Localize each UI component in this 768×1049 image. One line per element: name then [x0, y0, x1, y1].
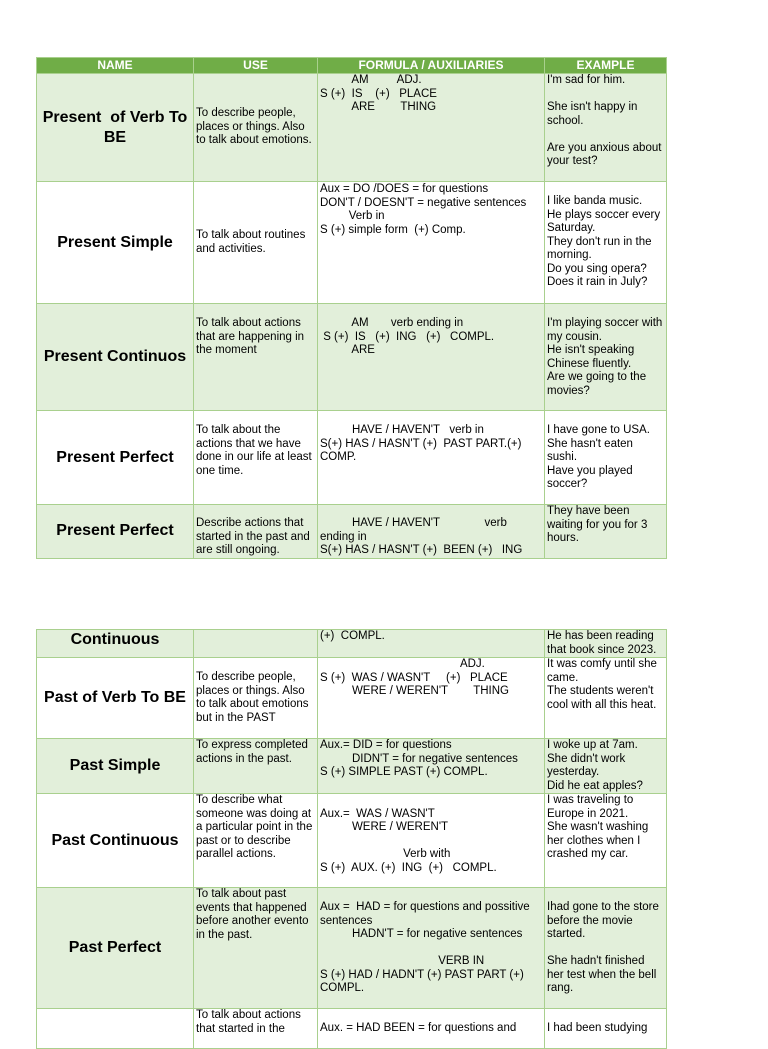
tenses-table-page-2: [36, 629, 667, 1049]
table-row: [37, 1009, 667, 1049]
tense-formula: HAVE / HAVEN'T verb ending in S(+) HAS / HASN'T (+) BEEN (+) ING: [318, 505, 545, 559]
tense-example: It was comfy until she came. The students weren't cool with all this heat.: [545, 658, 667, 739]
tense-use: To talk about the actions that we have done in our life at least one time.: [194, 411, 318, 505]
tense-formula: Aux. = HAD BEEN = for questions and: [318, 1009, 545, 1049]
header-example: EXAMPLE: [545, 58, 667, 74]
tense-example: I have gone to USA. She hasn't eaten sushi. Have you played soccer?: [545, 411, 667, 505]
tense-name: [37, 1009, 194, 1049]
tense-use: To talk about routines and activities.: [194, 182, 318, 304]
table-row: [37, 888, 667, 1009]
table-row: [37, 630, 667, 658]
tense-formula: Aux.= WAS / WASN'T WERE / WEREN'T Verb with S (+) AUX. (+) ING (+) COMPL.: [318, 794, 545, 888]
table-row: [37, 658, 667, 739]
tense-use: To describe what someone was doing at a particular point in the past or to describe parallel actions.: [194, 794, 318, 888]
tense-example: Ihad gone to the store before the movie started. She hadn't finished her test when the bell rang.: [545, 888, 667, 1009]
header-row: [37, 58, 667, 74]
tense-example: I'm playing soccer with my cousin. He isn't speaking Chinese fluently. Are we going to the movies?: [545, 304, 667, 411]
table-row: [37, 411, 667, 505]
tense-name: Past Simple: [37, 739, 194, 794]
tense-formula: Aux.= DID = for questions DIDN'T = for negative sentences S (+) SIMPLE PAST (+) COMPL.: [318, 739, 545, 794]
tense-name: Past Continuous: [37, 794, 194, 888]
tense-use: To talk about past events that happened before another evento in the past.: [194, 888, 318, 1009]
tense-formula: AM ADJ. S (+) IS (+) PLACE ARE THING: [318, 74, 545, 182]
header-name: NAME: [37, 58, 194, 74]
table-row: [37, 304, 667, 411]
table-row: [37, 794, 667, 888]
header-use: USE: [194, 58, 318, 74]
tense-formula: AM verb ending in S (+) IS (+) ING (+) COMPL. ARE: [318, 304, 545, 411]
tense-name: Present Continuos: [37, 304, 194, 411]
tense-name: Past of Verb To BE: [37, 658, 194, 739]
table-row: [37, 182, 667, 304]
tense-use: To describe people, places or things. Also to talk about emotions.: [194, 74, 318, 182]
table-row: [37, 505, 667, 559]
tense-name: Present of Verb To BE: [37, 74, 194, 182]
tense-use: To talk about actions that started in the: [194, 1009, 318, 1049]
tense-formula: ADJ. S (+) WAS / WASN'T (+) PLACE WERE / WEREN'T THING: [318, 658, 545, 739]
tense-name: Present Perfect: [37, 505, 194, 559]
tense-use: [194, 630, 318, 658]
tense-use: To describe people, places or things. Also to talk about emotions but in the PAST: [194, 658, 318, 739]
tense-use: To talk about actions that are happening in the moment: [194, 304, 318, 411]
tense-name: Present Perfect: [37, 411, 194, 505]
tenses-table-page-1: [36, 57, 667, 559]
header-formula: FORMULA / AUXILIARIES: [318, 58, 545, 74]
tense-example: I was traveling to Europe in 2021. She wasn't washing her clothes when I crashed my car.: [545, 794, 667, 888]
tense-example: I like banda music. He plays soccer every Saturday. They don't run in the morning. Do you sing opera? Does it rain in July?: [545, 182, 667, 304]
tense-example: I had been studying: [545, 1009, 667, 1049]
table-row: [37, 739, 667, 794]
tense-name: Present Simple: [37, 182, 194, 304]
tense-example: They have been waiting for you for 3 hours.: [545, 505, 667, 559]
tense-name: Past Perfect: [37, 888, 194, 1009]
tense-formula: Aux = HAD = for questions and possitive sentences HADN'T = for negative sentences VERB IN S (+) HAD / HADN'T (+) PAST PART (+) COMPL.: [318, 888, 545, 1009]
tense-example: I'm sad for him. She isn't happy in school. Are you anxious about your test?: [545, 74, 667, 182]
tense-formula: HAVE / HAVEN'T verb in S(+) HAS / HASN'T (+) PAST PART.(+) COMP.: [318, 411, 545, 505]
tense-formula: Aux = DO /DOES = for questions DON'T / DOESN'T = negative sentences Verb in S (+) simple form (+) Comp.: [318, 182, 545, 304]
tense-example: He has been reading that book since 2023.: [545, 630, 667, 658]
tense-formula: (+) COMPL.: [318, 630, 545, 658]
tense-name: Continuous: [37, 630, 194, 658]
tense-use: To express completed actions in the past.: [194, 739, 318, 794]
tense-use: Describe actions that started in the past and are still ongoing.: [194, 505, 318, 559]
tense-example: I woke up at 7am. She didn't work yesterday. Did he eat apples?: [545, 739, 667, 794]
table-row: [37, 74, 667, 182]
